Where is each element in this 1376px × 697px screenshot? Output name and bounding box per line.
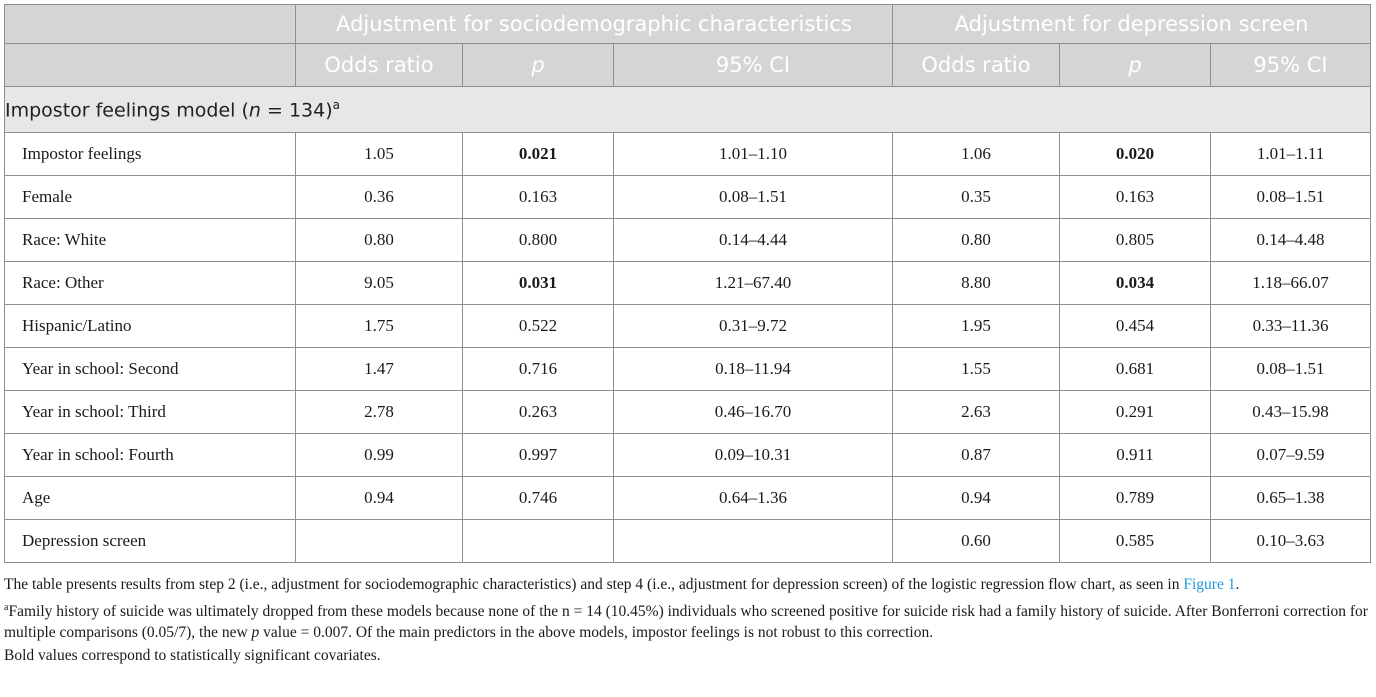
table-cell: 0.14–4.48 [1211, 219, 1371, 262]
col-ci-2: 95% CI [1211, 44, 1371, 87]
group1-header: Adjustment for sociodemographic characteristics [296, 5, 893, 44]
col-p-1: p [463, 44, 614, 87]
table-row [5, 520, 1371, 563]
table-cell: 0.94 [296, 477, 463, 520]
row-label: Impostor feelings [5, 133, 296, 176]
table-cell: 1.75 [296, 305, 463, 348]
table-cell: 0.35 [893, 176, 1060, 219]
table-cell: 0.522 [463, 305, 614, 348]
table-cell: 0.746 [463, 477, 614, 520]
table-row [5, 434, 1371, 477]
header-blank-2 [5, 44, 296, 87]
footnote-a: $^a$Family history of suicide was ultimately dropped from these models because none of the n = 14 (10.45%) individuals who screened positive for suicide risk had a family history of suicide. After Bonferroni correction for multiple comparisons (0.05/7), the new p value = 0.007. Of the main predictors in the above models, impostor feelings is not robust to this correction. [4, 601, 1368, 642]
table-cell: 0.94 [893, 477, 1060, 520]
table-cell: 0.08–1.51 [614, 176, 893, 219]
table-cell: 8.80 [893, 262, 1060, 305]
table-cell: 0.585 [1060, 520, 1211, 563]
col-ci-1: 95% CI [614, 44, 893, 87]
header-blank [5, 5, 296, 44]
table-row [5, 305, 1371, 348]
regression-table-container [4, 4, 1370, 563]
table-cell: 0.36 [296, 176, 463, 219]
row-label: Year in school: Second [5, 348, 296, 391]
table-cell: 0.805 [1060, 219, 1211, 262]
col-odds-ratio-2: Odds ratio [893, 44, 1060, 87]
table-cell: 0.08–1.51 [1211, 176, 1371, 219]
table-cell: 0.43–15.98 [1211, 391, 1371, 434]
group2-header: Adjustment for depression screen [893, 5, 1371, 44]
table-cell: 0.60 [893, 520, 1060, 563]
table-cell: 0.020 [1060, 133, 1211, 176]
table-cell: 0.99 [296, 434, 463, 477]
table-cell: 2.63 [893, 391, 1060, 434]
table-cell: 0.034 [1060, 262, 1211, 305]
regression-table [4, 4, 1371, 563]
figure-1-link[interactable]: Figure 1 [1183, 576, 1236, 593]
table-cell: 2.78 [296, 391, 463, 434]
table-cell: 1.01–1.11 [1211, 133, 1371, 176]
col-odds-ratio-1: Odds ratio [296, 44, 463, 87]
row-label: Depression screen [5, 520, 296, 563]
table-cell: 9.05 [296, 262, 463, 305]
table-cell: 0.80 [893, 219, 1060, 262]
table-cell [463, 520, 614, 563]
table-body [5, 133, 1371, 563]
table-row [5, 391, 1371, 434]
table-row [5, 262, 1371, 305]
table-cell: 0.31–9.72 [614, 305, 893, 348]
footnote-1: The table presents results from step 2 (i.e., adjustment for sociodemographic characteristics) and step 4 (i.e., adjustment for depression screen) of the logistic regression flow chart, as seen in Figure 1. [4, 576, 1240, 593]
table-cell: 0.789 [1060, 477, 1211, 520]
table-row [5, 219, 1371, 262]
table-cell: 0.09–10.31 [614, 434, 893, 477]
table-cell: 0.997 [463, 434, 614, 477]
table-cell: 0.454 [1060, 305, 1211, 348]
table-row [5, 348, 1371, 391]
table-cell: 0.163 [1060, 176, 1211, 219]
section-label: Impostor feelings model (n = 134)$^a$ [5, 87, 1371, 133]
table-cell: 1.01–1.10 [614, 133, 893, 176]
table-cell: 1.95 [893, 305, 1060, 348]
table-cell: 1.18–66.07 [1211, 262, 1371, 305]
table-cell: 0.163 [463, 176, 614, 219]
table-cell: 0.80 [296, 219, 463, 262]
table-footnotes [4, 574, 1370, 667]
row-label: Female [5, 176, 296, 219]
table-cell: 0.46–16.70 [614, 391, 893, 434]
row-label: Year in school: Fourth [5, 434, 296, 477]
table-cell: 0.08–1.51 [1211, 348, 1371, 391]
table-cell: 0.021 [463, 133, 614, 176]
table-cell: 1.21–67.40 [614, 262, 893, 305]
table-cell: 0.263 [463, 391, 614, 434]
row-label: Race: Other [5, 262, 296, 305]
group-header-row [5, 5, 1371, 44]
table-cell: 0.10–3.63 [1211, 520, 1371, 563]
table-cell: 1.05 [296, 133, 463, 176]
col-p-2: p [1060, 44, 1211, 87]
section-row [5, 87, 1371, 133]
row-label: Race: White [5, 219, 296, 262]
table-cell: 0.87 [893, 434, 1060, 477]
table-cell: 0.911 [1060, 434, 1211, 477]
table-row [5, 477, 1371, 520]
table-cell: 1.47 [296, 348, 463, 391]
table-cell: 0.291 [1060, 391, 1211, 434]
table-cell: 1.06 [893, 133, 1060, 176]
footnote-bold: Bold values correspond to statistically significant covariates. [4, 646, 381, 664]
table-row [5, 176, 1371, 219]
table-row [5, 133, 1371, 176]
table-cell: 0.800 [463, 219, 614, 262]
row-label: Hispanic/Latino [5, 305, 296, 348]
table-cell: 0.07–9.59 [1211, 434, 1371, 477]
table-cell: 0.14–4.44 [614, 219, 893, 262]
table-cell: 0.65–1.38 [1211, 477, 1371, 520]
table-cell: 0.33–11.36 [1211, 305, 1371, 348]
row-label: Year in school: Third [5, 391, 296, 434]
column-header-row [5, 44, 1371, 87]
table-cell: 0.64–1.36 [614, 477, 893, 520]
table-cell: 0.681 [1060, 348, 1211, 391]
table-cell: 1.55 [893, 348, 1060, 391]
table-cell: 0.031 [463, 262, 614, 305]
row-label: Age [5, 477, 296, 520]
table-cell: 0.18–11.94 [614, 348, 893, 391]
table-cell [296, 520, 463, 563]
table-cell [614, 520, 893, 563]
table-cell: 0.716 [463, 348, 614, 391]
